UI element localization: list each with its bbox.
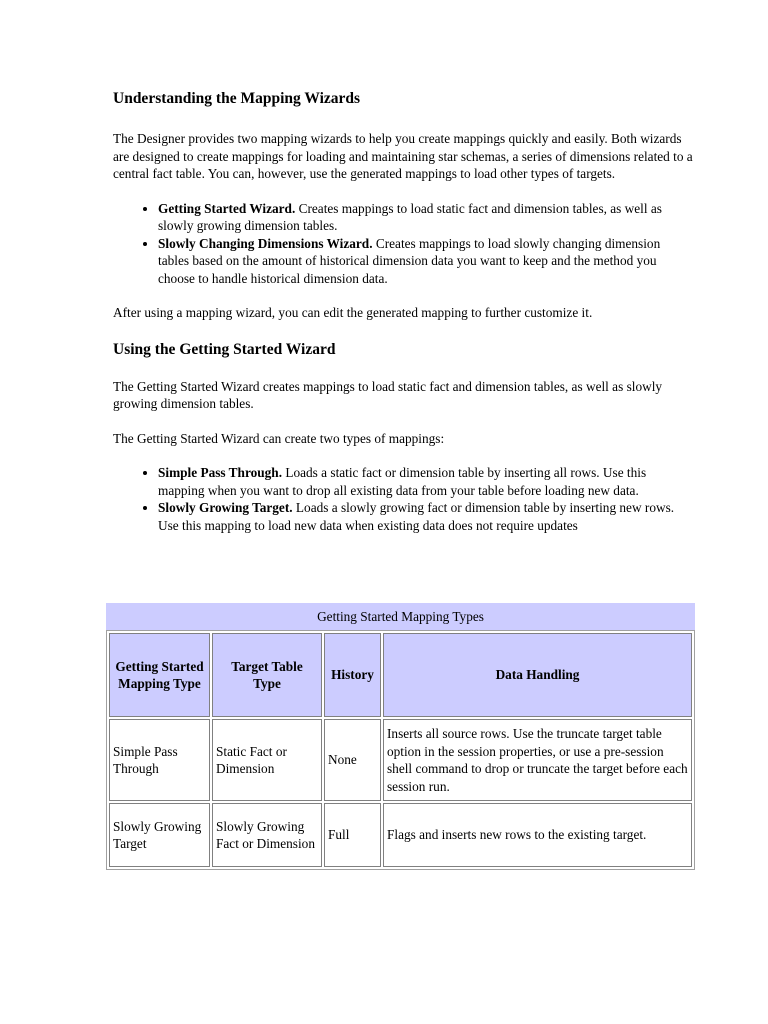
column-header: Target Table Type xyxy=(212,633,322,717)
list-item-desc: Creates mappings to load slowly changing dimension tables based on the amount of historical dimension data you want to keep and the method you choose to handle historical dimension data. xyxy=(158,235,661,286)
wizard-list xyxy=(113,200,693,288)
list-item xyxy=(158,200,693,235)
table-cell: Full xyxy=(324,803,381,867)
list-item xyxy=(158,499,693,534)
list-item-desc: Loads a slowly growing fact or dimension table by inserting new rows. Use this mapping to load new data when existing data does not require updates xyxy=(158,500,675,533)
list-item-desc: Loads a static fact or dimension table by inserting all rows. Use this mapping when you want to drop all existing data from your table before loading new data. xyxy=(158,465,647,498)
table-cell: Flags and inserts new rows to the existing target. xyxy=(383,803,692,867)
list-item xyxy=(158,464,693,499)
list-item-term: Slowly Growing Target. xyxy=(158,500,293,515)
table-cell: Slowly Growing Fact or Dimension xyxy=(212,803,322,867)
list-item-term: Slowly Changing Dimensions Wizard. xyxy=(158,235,373,251)
gs-intro-paragraph: The Getting Started Wizard creates mappings to load static fact and dimension tables, as well as slowly growing dimension tables. xyxy=(113,378,663,411)
table-header-row xyxy=(109,633,692,717)
page-title: Understanding the Mapping Wizards xyxy=(113,90,361,107)
column-header: Data Handling xyxy=(383,633,692,717)
table-cell: Static Fact or Dimension xyxy=(212,719,322,801)
list-item-term: Getting Started Wizard. xyxy=(158,200,296,216)
after-paragraph: After using a mapping wizard, you can edit the generated mapping to further customize it. xyxy=(113,305,593,320)
table-cell: Simple Pass Through xyxy=(109,719,210,801)
mapping-types-table-container xyxy=(106,603,695,870)
table-row xyxy=(109,803,692,867)
column-header: History xyxy=(324,633,381,717)
gs-types-intro-paragraph: The Getting Started Wizard can create two types of mappings: xyxy=(113,430,445,446)
table-cell: Slowly Growing Target xyxy=(109,803,210,867)
table-caption: Getting Started Mapping Types xyxy=(106,603,695,630)
table-cell: None xyxy=(324,719,381,801)
table-cell: Inserts all source rows. Use the truncate target table option in the session properties, or use a pre-session shell command to drop or truncate the target before each session run. xyxy=(383,719,692,801)
section-heading: Using the Getting Started Wizard xyxy=(113,340,336,358)
mapping-type-list xyxy=(113,464,693,534)
intro-paragraph: The Designer provides two mapping wizards to help you create mappings quickly and easily. Both wizards are designed to create mappings for loading and maintaining star schemas, a series of dimensions related to a central fact table. You can, however, use the generated mappings to load other types of targets. xyxy=(113,131,693,181)
mapping-types-table xyxy=(106,630,695,870)
document-content xyxy=(113,88,693,551)
table-row xyxy=(109,719,692,801)
list-item-term: Simple Pass Through. xyxy=(158,465,283,480)
list-item xyxy=(158,235,693,288)
column-header: Getting Started Mapping Type xyxy=(109,633,210,717)
list-item-desc: Creates mappings to load static fact and dimension tables, as well as slowly growing dimension tables. xyxy=(158,200,662,233)
